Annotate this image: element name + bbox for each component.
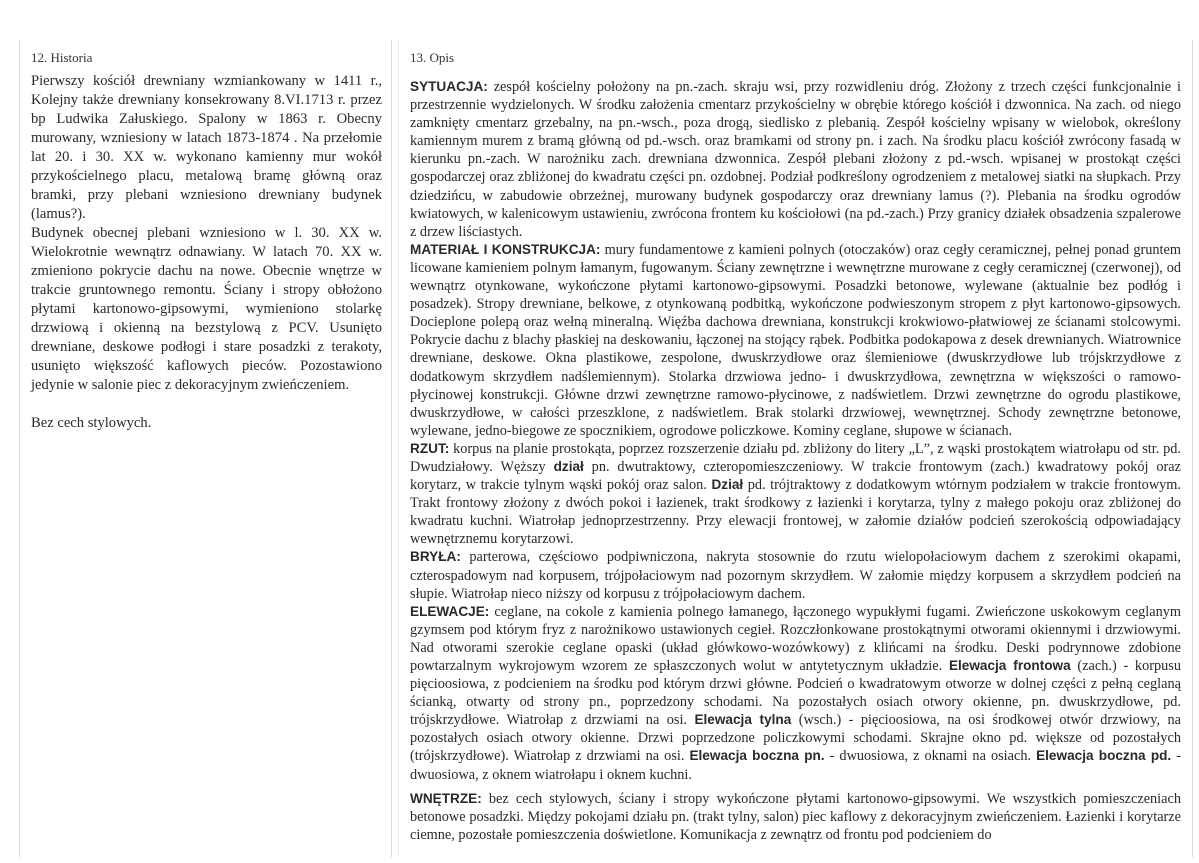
left-page — [0, 0, 392, 863]
history-paragraph-2: Budynek obecnej plebani wzniesiono w l. 30. XX w. Wielokrotnie wewnątrz odnawiany. W latach 70. XX w. zmieniono pokrycie dachu na nowe. Obecnie wnętrze w trakcie gruntownego remontu. Ściany i stropy obłożono płytami kartonowo-gipsowymi, wymieniono stolarkę drzwiową i okienną na bezstylową z PCV. Usunięto drewniane, deskowe podłogi i stare posadzki z terakoty, usunięto większość kaflowych pieców. Pozostawiono jedynie w salonie piec z dekoracyjnym zwieńczeniem. — [31, 225, 382, 393]
elewacje-bold-4: Elewacja boczna pd. — [1036, 748, 1172, 764]
description-section-title: 13. Opis — [410, 50, 455, 65]
elewacje-bold-1: Elewacja frontowa — [948, 658, 1071, 673]
material-paragraph — [410, 241, 1181, 440]
page-gutter — [398, 40, 399, 863]
page-bottom-edge — [0, 857, 1199, 863]
elewacje-paragraph — [410, 603, 1181, 784]
bryla-paragraph — [410, 548, 1181, 602]
description-text — [410, 78, 1181, 844]
paragraph-gap — [31, 395, 382, 414]
sytuacja-paragraph — [410, 78, 1181, 241]
elewacje-label: ELEWACJE: — [410, 603, 490, 619]
rzut-text-1: korpus na planie prostokąta, poprzez rozszerzenie działu pd. zbliżony do litery „L”, z wąski prostokątem wiatrołapu od str. pd. Dwudziałowy. Węższy — [410, 440, 1181, 475]
rzut-bold-2: Dział — [711, 477, 744, 493]
history-paragraph-1: Pierwszy kościół drewniany wzmiankowany w 1411 r., Kolejny także drewniany konsekrowany 8.VI.1713 r. przez bp Ludwika Załuskiego. Spalony w 1863 r. Obecny murowany, wzniesiony w latach 1873-1874 . Na przełomie lat 20. i 30. XX w. wykonano kamienny mur wokół przykościelnego placu, metalową bramę główną oraz bramki, przy plebani wzniesiono drewniany budynek (lamus?). — [31, 73, 382, 222]
wnetrze-text: bez cech stylowych, ściany i stropy wykończone płytami kartonowo-gipsowymi. We wszystkich pomieszczeniach betonowe posadzki. Między pokojami działu pn. (trakt tylny, salon) piec kaflowy z dekoracyjnym zwieńczeniem. Łazienki i korytarze ciemne, pozostałe pomieszczenia doświetlone. Komunikacja z zewnątrz od frontu pod podcieniem do — [410, 790, 1181, 843]
rzut-text-3: pd. trójtraktowy z dodatkowym wtórnym podziałem w trakcie frontowym. Trakt frontowy złożony z dwóch pokoi i łazienek, trakt środkowy z łazienki i korytarza, tylny z małego pokoju oraz zbliżonej do kwadratu kuchni. Wiatrołap jednoprzestrzenny. Przy elewacji frontowej, w załomie działów podcień szerokością odpowiadający wewnętrznemu korytarzowi. — [410, 477, 1181, 548]
elewacje-text-5: - dwuosiowa, z oknem wiatrołapu i oknem kuchni. — [410, 748, 1182, 783]
sytuacja-label: SYTUACJA: — [410, 79, 488, 94]
material-text: mury fundamentowe z kamieni polnych (otoczaków) oraz cegły ceramicznej, pełnej ponad gruntem licowane kamieniem polnym łamanym, fugowanym. Ściany zewnętrzne i wewnętrzne murowane z cegły ceramicznej (czerwonej), od wewnątrz otynkowane, wykończone płytami kartonowo-gipsowymi. Posadzki betonowe, wylewane (aktualnie bez podłóg i posadzek). Stropy drewniane, belkowe, z otynkowaną podbitką, wykończone podwieszonym stropem z płyt kartonowo-gipsowych. Docieplone polepą oraz wełną mineralną. Więźba dachowa drewniana, konstrukcji krokwiowo-płatwiowej ze ścianami stolcowymi. Pokrycie dachu z blachy płaskiej na deskowaniu, łączonej na stojący rąbek. Podbitka podokapowa z desek drewnianych. Wiatrownice drewniane, deskowe. Okna plastikowe, zespolone, dwuskrzydłowe oraz ślemieniowe (dwuskrzydłowe lub trójskrzydłowe z dodatkowym skrzydłem nadślemiennym). Stolarka drzwiowa jedno- i dwuskrzydłowa, zewnętrzna w większości o ramowo-płycinowej konstrukcji. Główne drzwi zewnętrzne ramowo-płycinowe, z nadświetlem. Drzwi zewnętrzne do ogrodu plastikowe, dwuskrzydłowe, w całości przeszklone, z nadświetlem. Brak stolarki drzwiowej, wewnętrznej. Schody zewnętrzne betonowe, wylewane, jedno-biegowe ze spocznikiem, ogrodowe policzkowe. Kominy ceglane, słupowe w ścianach. — [410, 241, 1181, 439]
bryla-text: parterowa, częściowo podpiwniczona, nakryta stosownie do rzutu wielopołaciowym dachem z szerokimi okapami, czterospadowym nad korpusem, trójpołaciowym nad pozornym skrzydłem. W załomie między korpusem a skrzydłem podcień na słupie. Wiatrołap nieco niższy od korpusu z trójpołaciowym dachem. — [410, 549, 1181, 602]
history-paragraph-3: Bez cech stylowych. — [31, 415, 152, 431]
rzut-label: RZUT: — [410, 440, 450, 456]
elewacje-bold-2: Elewacja tylna — [694, 712, 792, 728]
elewacje-bold-3: Elewacja boczna pn. — [689, 748, 825, 764]
elewacje-text-4: - dwuosiowa, z oknami na osiach. — [824, 748, 1037, 765]
rzut-text-2: pn. dwutraktowy, czteropomieszczeniowy. W trakcie frontowym (zach.) kwadratowy pokój oraz korytarz, w trakcie tylnym wąski pokój oraz salon. — [410, 458, 1182, 494]
elewacje-text-3: (wsch.) - pięcioosiowa, na osi środkowej otwór drzwiowy, na pozostałych osiach otwory okienne. Drzwi poprzedzone policzkowymi schodami. Skrajne okno pd. większe od pozostałych (trójskrzydłowe). Wiatrołap z drzwiami na osi. — [410, 712, 1181, 765]
rzut-bold-1: dział — [553, 458, 584, 474]
material-label: MATERIAŁ I KONSTRUKCJA: — [410, 241, 601, 257]
sytuacja-text: zespół kościelny położony na pn.-zach. skraju wsi, przy rozwidleniu dróg. Złożony z trzech części funkcjonalnie i przestrzennie wydzielonych. W środku założenia cmentarz przykościelny w obrębie którego kościół i dzwonnica. Na zach. od niego zamknięty cmentarz grzebalny, na pn.-wsch., poza drogą, siedlisko z plebanią. Zespół kościelny wpisany w wielobok, określony kamiennym murem z bramą główną od pd.-wsch. oraz bramkami od strony pn. i zach. Na środku placu kościół zwrócony fasadą w kierunku pn.-zach. W narożniku zach. drewniana dzwonnica. Zespół plebani złożony z pd.-wsch. wpisanej w prostokąt części gospodarczej oraz zbliżonej do kwadratu części pn. ozdobnej. Podział podkreślony ogrodzeniem z metalowej siatki na słupkach. Przy dziedzińcu, w zabudowie obrzeżnej, murowany budynek gospodarczy oraz drewniany lamus (?). Plebania na środku ogrodów kwiatowych, w kalenicowym ustawieniu, zwrócona frontem ku kościołowi (na pd.-zach.) Przy granicy działek obsadzenia szpalerowe z drzew liściastych. — [410, 79, 1181, 240]
rzut-paragraph — [410, 440, 1181, 549]
history-text — [31, 72, 382, 433]
wnetrze-label: WNĘTRZE: — [410, 790, 482, 806]
elewacje-text-2: (zach.) - korpusu pięcioosiowa, z podcieniem na środku pod którym drzwi główne. Podcień o kwadratowym otworze w dolnej części z pełną ceglaną ścianką, otwarty od strony pn., poprzedzony schodami. Na pozostałych osiach otwory okienne, pn. dwuskrzydłowe, pd. trójskrzydłowe. Wiatrołap z drzwiami na osi. — [410, 658, 1181, 729]
history-section-title: 12. Historia — [31, 50, 93, 65]
wnetrze-paragraph — [410, 790, 1181, 844]
bryla-label: BRYŁA: — [410, 549, 461, 565]
elewacje-text-1: ceglane, na cokole z kamienia polnego łamanego, łączonego wypukłymi fugami. Zwieńczone uskokowym ceglanym gzymsem pod którym fryz z narożnikowo ustawionych cegieł. Rozczłonkowane prostokątnymi otworami okiennymi i drzwiowymi. Nad otworami szerokie ceglane opaski (układ główkowo-wozówkowy) z klińcami na środku. Deski podrynnowe zdobione powtarzalnym wykrojowym wzorem ze spłaszczonych wolut w antytetycznym układzie. — [410, 603, 1181, 674]
right-page-border — [1192, 40, 1193, 863]
